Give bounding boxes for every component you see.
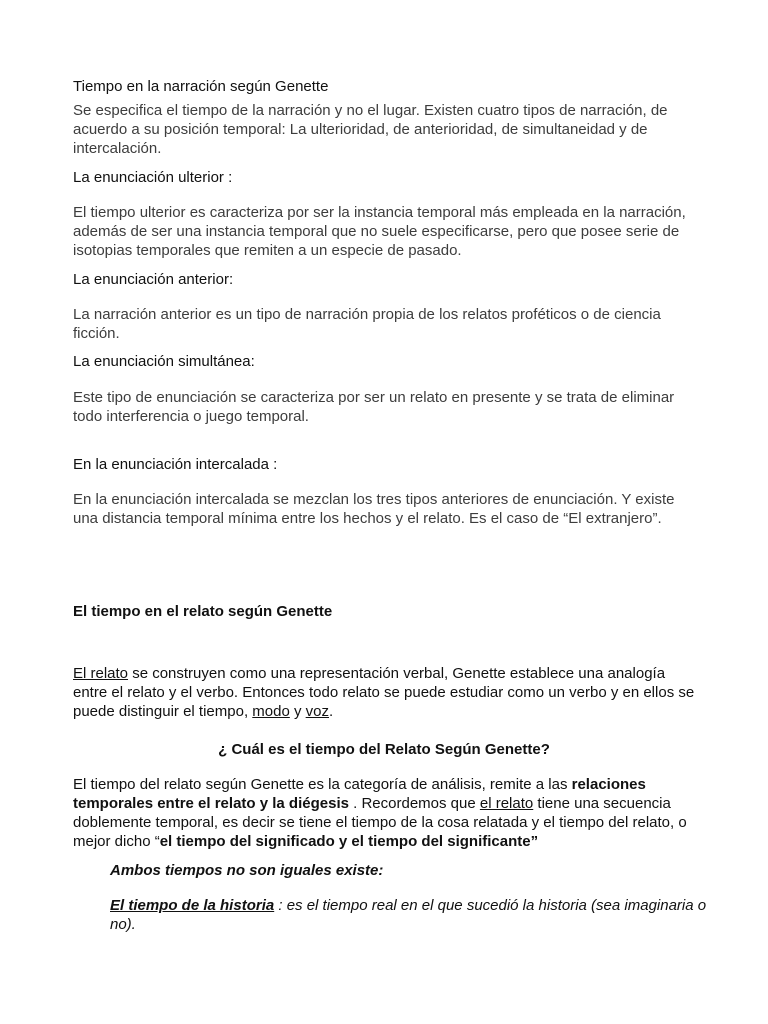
paragraph-anterior: La narración anterior es un tipo de narración propia de los relatos proféticos o de ciencia ficción. [73, 306, 661, 342]
paragraph-ulterior: El tiempo ulterior es caracteriza por ser la instancia temporal más empleada en la narración, además de ser una instancia temporal que no suele especificarse, pero que posee serie de isotopias temporales que remiten a un especie de pasado. [73, 204, 686, 259]
underlined-voz: voz [305, 703, 329, 720]
bold-underlined-historia: El tiempo de la historia [110, 897, 275, 914]
question-heading: ¿ Cuál es el tiempo del Relato Según Genette? [218, 741, 550, 758]
underlined-el-relato-2: el relato [479, 795, 534, 812]
relato-text-3: . [329, 703, 334, 720]
underlined-el-relato: El relato [73, 665, 129, 682]
paragraph-relato [73, 664, 703, 721]
heading-simultanea: La enunciación simultánea: [73, 353, 255, 370]
both-times-heading: Ambos tiempos no son iguales existe: [110, 862, 384, 879]
section-title: El tiempo en el relato según Genette [73, 603, 333, 620]
paragraph-simultanea: Este tipo de enunciación se caracteriza por ser un relato en presente y se trata de eliminar todo interferencia o juego temporal. [73, 389, 675, 425]
heading-intercalada: En la enunciación intercalada : [73, 456, 278, 473]
bold-significado: el tiempo del significado y el tiempo del significante” [159, 833, 539, 850]
intro-paragraph: Se especifica el tiempo de la narración y no el lugar. Existen cuatro tipos de narración, de acuerdo a su posición temporal: La ulterioridad, de anterioridad, de simultaneidad y de intercalación. [73, 102, 668, 157]
paragraph-historia [110, 896, 710, 934]
doc-title: Tiempo en la narración según Genette [73, 78, 329, 95]
heading-anterior: La enunciación anterior: [73, 271, 234, 288]
tiempo-text-3: tiene una secuencia doblemente temporal, es decir se tiene el tiempo de la cosa relatada y el tiempo del relato, o mejor dicho “ [73, 795, 687, 850]
paragraph-tiempo-relato [73, 775, 703, 851]
tiempo-text-1: El tiempo del relato según Genette es la categoría de análisis, remite a las [73, 776, 572, 793]
paragraph-intercalada: En la enunciación intercalada se mezclan los tres tipos anteriores de enunciación. Y existe una distancia temporal mínima entre los hechos y el relato. Es el caso de “El extranjero”. [73, 491, 675, 527]
relato-text-2: y [289, 703, 306, 720]
historia-text: : es el tiempo real en el que sucedió la historia (sea imaginaria o no). [110, 897, 707, 933]
tiempo-text-2: . Recordemos que [348, 795, 480, 812]
bold-relaciones: relaciones temporales entre el relato y la diégesis [73, 776, 646, 812]
underlined-modo: modo [252, 703, 290, 720]
heading-ulterior: La enunciación ulterior : [73, 169, 233, 186]
relato-text-1: se construyen como una representación verbal, Genette establece una analogía entre el relato y el verbo. Entonces todo relato se puede estudiar como un verbo y en ellos se puede distinguir el tiempo, [73, 665, 695, 720]
